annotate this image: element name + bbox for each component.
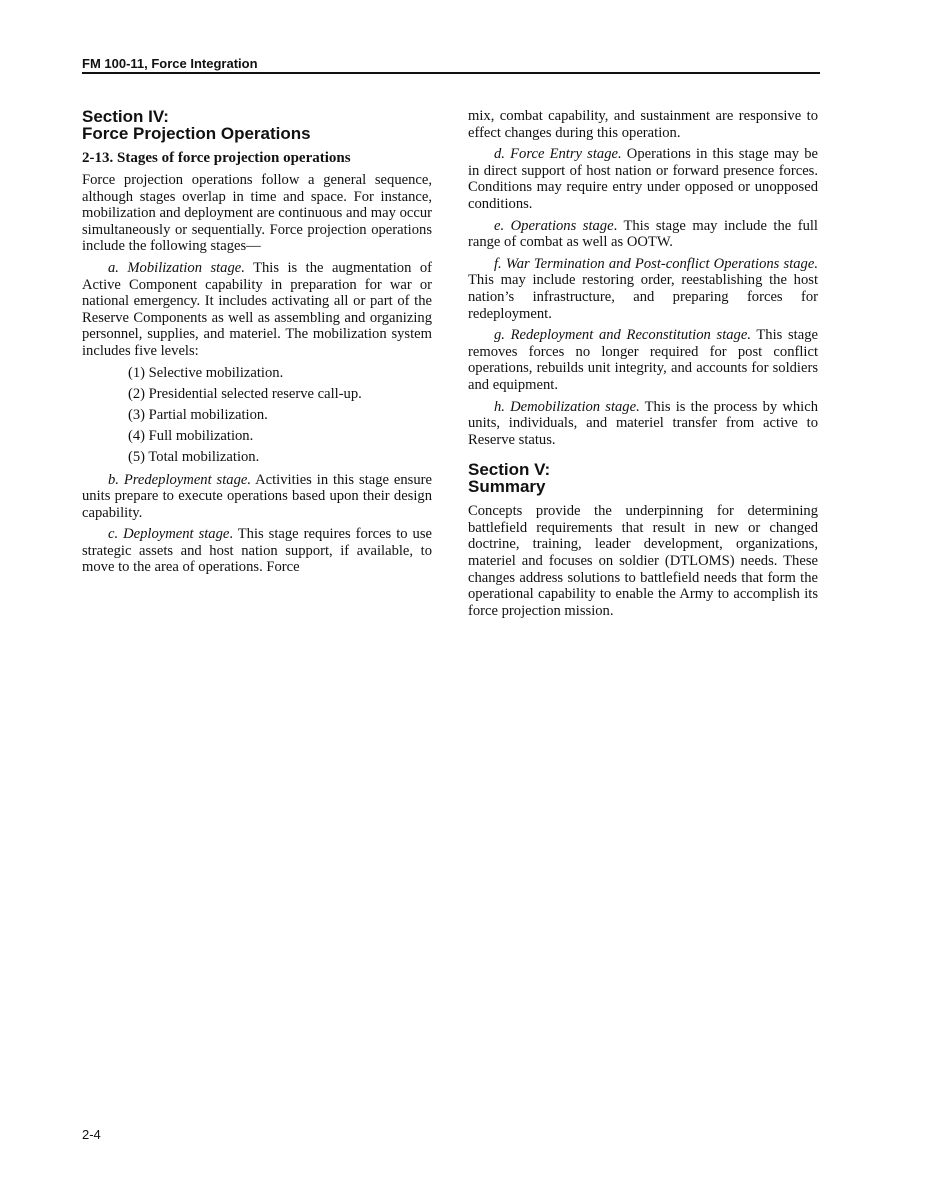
predeployment-text: Activities in this stage ensure units prepare to execute operations based upon their design capability. bbox=[82, 471, 432, 521]
deployment-paragraph bbox=[82, 526, 432, 576]
running-head: FM 100-11, Force Integration bbox=[82, 56, 258, 71]
war-termination-label: f. War Termination and Post-conflict Operations stage. bbox=[494, 255, 818, 272]
war-termination-text: This may include restoring order, reestablishing the host nation’s infrastructure, and preparing forces for redeployment. bbox=[468, 272, 818, 322]
demobilization-label: h. Demobilization stage. bbox=[494, 398, 640, 415]
list-item: (4) Full mobilization. bbox=[128, 427, 254, 444]
header-rule bbox=[82, 72, 820, 74]
list-item: (2) Presidential selected reserve call-up. bbox=[128, 385, 362, 402]
section-iv-label: Section IV: bbox=[82, 107, 169, 126]
deployment-text: . This stage requires forces to use strategic assets and host nation support, if available, to move to the area of operations. Force bbox=[82, 526, 432, 576]
list-item: (5) Total mobilization. bbox=[128, 448, 260, 465]
section-iv-title bbox=[82, 108, 432, 142]
deployment-label: c. Deployment stage bbox=[108, 526, 230, 543]
operations-text: . This stage may include the full range of combat as well as OOTW. bbox=[468, 217, 818, 251]
left-column bbox=[82, 108, 432, 581]
force-entry-paragraph bbox=[468, 146, 818, 212]
redeployment-paragraph bbox=[468, 327, 818, 393]
force-entry-text: Operations in this stage may be in direct support of host nation or forward presence forces. Conditions may require entry under opposed or unopposed conditions. bbox=[468, 146, 819, 212]
mobilization-paragraph bbox=[82, 260, 432, 360]
operations-paragraph bbox=[468, 218, 818, 251]
section-v-label: Section V: bbox=[468, 460, 551, 480]
predeployment-paragraph bbox=[82, 472, 432, 522]
list-item: (1) Selective mobilization. bbox=[128, 364, 284, 381]
redeployment-text: This stage removes forces no longer required for post conflict operations, rebuilds unit integrity, and accounts for soldiers and equipment. bbox=[468, 327, 818, 393]
force-entry-label: d. Force Entry stage. bbox=[494, 146, 622, 163]
mobilization-levels-list bbox=[82, 365, 432, 466]
operations-label: e. Operations stage bbox=[494, 217, 614, 234]
summary-paragraph: Concepts provide the underpinning for determining battlefield requirements that result in new or changed doctrine, training, leader development, organizations, materiel and focuses on soldier (DTLOMS) needs. These changes address solutions to battlefield needs that form the operational capability to enable the Army to accomplish its force projection mission. bbox=[468, 503, 818, 619]
demobilization-text: This is the process by which units, individuals, and materiel transfer from active to Reserve status. bbox=[468, 398, 818, 448]
section-iv-name: Force Projection Operations bbox=[82, 124, 311, 143]
mobilization-text: This is the augmentation of Active Component capability in preparation for war or national emergency. It includes activating all or part of the Reserve Components as well as assembling and organizing personnel, supplies, and materiel. The mobilization system includes five levels: bbox=[82, 259, 432, 359]
predeployment-label: b. Predeployment stage. bbox=[108, 471, 252, 488]
page-number: 2-4 bbox=[82, 1127, 101, 1142]
paragraph-heading: 2-13. Stages of force projection operations bbox=[82, 150, 351, 166]
redeployment-label: g. Redeployment and Reconstitution stage. bbox=[494, 327, 751, 344]
intro-paragraph: Force projection operations follow a general sequence, although stages overlap in time and space. For instance, mobilization and deployment are continuous and may occur simultaneously or sequentially. Force projection operations include the following stages— bbox=[82, 172, 432, 255]
mobilization-label: a. Mobilization stage. bbox=[108, 259, 245, 276]
continuation-paragraph: mix, combat capability, and sustainment are responsive to effect changes during this operation. bbox=[468, 108, 818, 141]
list-item: (3) Partial mobilization. bbox=[128, 406, 268, 423]
section-v-name: Summary bbox=[468, 477, 546, 497]
right-column bbox=[468, 108, 818, 624]
section-v-title bbox=[468, 461, 818, 495]
demobilization-paragraph bbox=[468, 399, 818, 449]
war-termination-paragraph bbox=[468, 256, 818, 322]
